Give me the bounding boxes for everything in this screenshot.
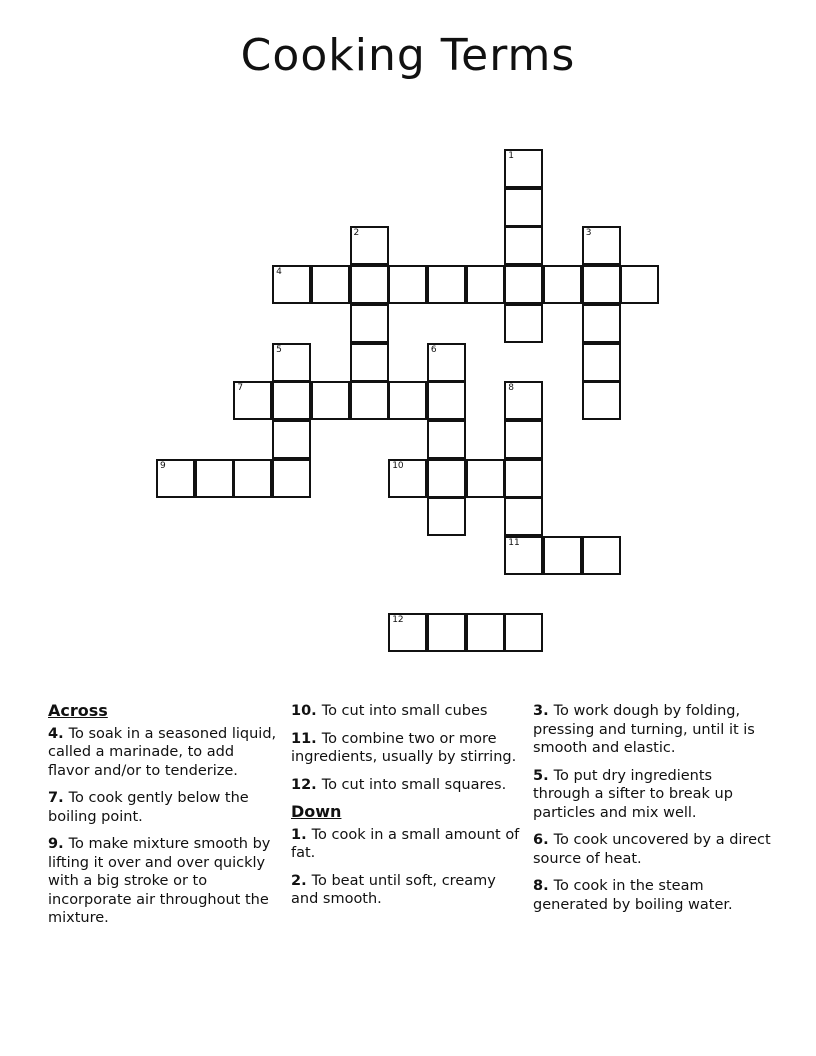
clue-down-3: [533, 702, 773, 758]
cell-number: 12: [392, 615, 404, 626]
crossword-cell[interactable]: [582, 265, 621, 304]
clue-across-11: [291, 730, 521, 767]
clue-text: To beat until soft, creamy and smooth.: [291, 872, 496, 907]
clue-text: To cut into small cubes: [321, 703, 488, 719]
clue-text: To soak in a seasoned liquid, called a marinade, to add flavor and/or to tenderize.: [48, 725, 277, 779]
clue-text: To cook gently below the boiling point.: [48, 790, 249, 825]
crossword-cell[interactable]: [233, 459, 272, 498]
crossword-cell[interactable]: [427, 497, 466, 536]
clue-down-1: [291, 826, 521, 863]
clue-text: To put dry ingredients through a sifter to break up particles and mix well.: [533, 767, 733, 821]
cell-number: 3: [585, 228, 592, 239]
crossword-cell[interactable]: [504, 613, 543, 652]
crossword-cell[interactable]: [582, 381, 621, 420]
cell-number: 11: [508, 538, 520, 548]
crossword-cell[interactable]: [466, 459, 505, 498]
clue-number: 12.: [291, 776, 317, 793]
clue-text: To cook uncovered by a direct source of heat.: [533, 832, 771, 867]
clue-text: To combine two or more ingredients, usually by stirring.: [291, 730, 517, 765]
clue-number: 1.: [291, 826, 307, 843]
clues-column-1: [48, 702, 280, 937]
clue-text: To cook in a small amount of fat.: [291, 826, 520, 861]
clue-number: 5.: [533, 767, 549, 784]
crossword-cell[interactable]: [543, 536, 582, 575]
crossword-cell[interactable]: [388, 459, 427, 498]
clue-number: 8.: [533, 878, 549, 894]
crossword-cell[interactable]: [543, 265, 582, 304]
crossword-cell[interactable]: [504, 420, 543, 459]
crossword-cell[interactable]: [272, 420, 311, 459]
crossword-cell[interactable]: [388, 613, 427, 652]
crossword-cell[interactable]: [504, 226, 543, 265]
crossword-cell[interactable]: [350, 226, 389, 265]
clue-down-2: [291, 872, 521, 909]
across-header: Across: [48, 701, 108, 720]
clues-column-3: [533, 702, 773, 923]
crossword-cell[interactable]: [272, 343, 311, 382]
crossword-cell[interactable]: [582, 226, 621, 265]
crossword-cell[interactable]: [272, 381, 311, 420]
crossword-cell[interactable]: [233, 381, 272, 420]
cell-number: 9: [160, 460, 166, 471]
crossword-cell[interactable]: [427, 613, 466, 652]
crossword-cell[interactable]: [350, 265, 389, 304]
cell-number: 6: [430, 344, 437, 355]
crossword-cell[interactable]: [504, 459, 543, 498]
crossword-cell[interactable]: [156, 459, 195, 498]
crossword-cell[interactable]: [350, 343, 389, 382]
crossword-cell[interactable]: [504, 149, 543, 188]
crossword-cell[interactable]: [427, 459, 466, 498]
crossword-cell[interactable]: [504, 497, 543, 536]
clue-number: 4.: [48, 725, 64, 742]
cell-number: 5: [276, 344, 282, 355]
crossword-cell[interactable]: [388, 381, 427, 420]
crossword-cell[interactable]: [272, 459, 311, 498]
cell-number: 7: [237, 383, 244, 394]
crossword-cell[interactable]: [582, 536, 621, 575]
crossword-cell[interactable]: [504, 304, 543, 343]
cell-number: 1: [508, 151, 515, 161]
crossword-cell[interactable]: [504, 265, 543, 304]
crossword-cell[interactable]: [427, 343, 466, 382]
cell-number: 10: [392, 460, 404, 471]
clue-text: To cook in the steam generated by boiling water.: [533, 878, 733, 913]
clue-across-9: [48, 835, 280, 928]
clue-number: 6.: [533, 832, 549, 848]
crossword-cell[interactable]: [582, 343, 621, 382]
page-title: Cooking Terms: [240, 30, 576, 81]
cell-number: 4: [276, 267, 282, 278]
clue-down-6: [533, 831, 773, 868]
clue-number: 11.: [291, 730, 317, 747]
clue-number: 10.: [291, 703, 317, 719]
crossword-cell[interactable]: [620, 265, 659, 304]
clue-across-7: [48, 789, 280, 826]
crossword-cell[interactable]: [427, 420, 466, 459]
clue-number: 9.: [48, 836, 64, 852]
clue-across-12: [291, 776, 521, 795]
clues-column-2: [291, 702, 521, 918]
crossword-cell[interactable]: [311, 265, 350, 304]
crossword-cell[interactable]: [427, 265, 466, 304]
crossword-cell[interactable]: [504, 188, 543, 227]
crossword-cell[interactable]: [466, 613, 505, 652]
crossword-cell[interactable]: [504, 381, 543, 420]
crossword-cell[interactable]: [504, 536, 543, 575]
clue-number: 7.: [48, 790, 64, 806]
crossword-cell[interactable]: [311, 381, 350, 420]
crossword-cell[interactable]: [272, 265, 311, 304]
crossword-cell[interactable]: [466, 265, 505, 304]
clue-down-5: [533, 767, 773, 823]
crossword-cell[interactable]: [350, 381, 389, 420]
cell-number: 2: [353, 228, 360, 239]
clue-text: To cut into small squares.: [321, 776, 507, 793]
crossword-cell[interactable]: [427, 381, 466, 420]
crossword-cell[interactable]: [388, 265, 427, 304]
crossword-cell[interactable]: [582, 304, 621, 343]
crossword-cell[interactable]: [195, 459, 234, 498]
down-header: Down: [291, 802, 342, 821]
clue-text: To work dough by folding, pressing and turning, until it is smooth and elastic.: [533, 703, 755, 756]
clue-across-4: [48, 725, 280, 781]
cell-number: 8: [508, 383, 515, 394]
clue-down-8: [533, 877, 773, 914]
clue-number: 3.: [533, 703, 549, 719]
clue-number: 2.: [291, 872, 307, 889]
clue-text: To make mixture smooth by lifting it over and over quickly with a big stroke or to incorporate air throughout the mixture.: [48, 836, 271, 926]
clue-across-10: [291, 702, 521, 721]
crossword-cell[interactable]: [350, 304, 389, 343]
